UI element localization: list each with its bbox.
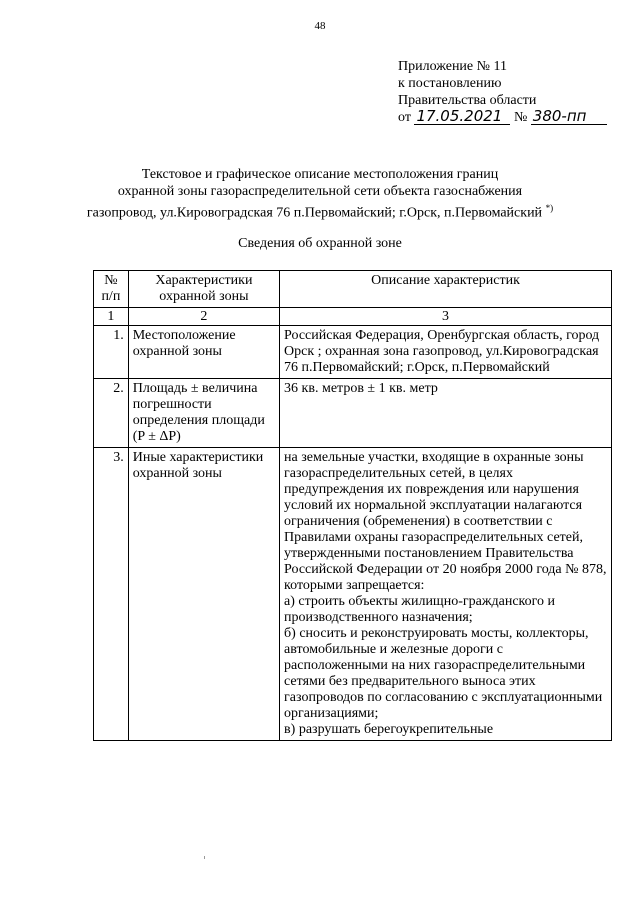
header-col-description: Описание характеристик (280, 271, 612, 308)
description-paragraph: 36 кв. метров ± 1 кв. метр (284, 381, 438, 396)
row-description (280, 379, 612, 448)
table-row (94, 448, 612, 741)
title-line-3 (60, 200, 580, 222)
handwritten-date: 17.05.2021 (414, 109, 510, 125)
row-description (280, 448, 612, 741)
row-number: 2. (94, 379, 129, 448)
title-line-2: охранной зоны газораспределительной сети объекта газоснабжения (117, 184, 523, 199)
row-characteristic: Площадь ± величина погрешности определения площади (P ± ΔP) (128, 379, 279, 448)
description-paragraph: б) сносить и реконструировать мосты, коллекторы, автомобильные и железные дороги с расположенными на них газораспределительными сетями без предварительного выноса этих газопроводов по согласованию с эксплуатационными организациями; (284, 626, 603, 721)
annex-block (398, 58, 607, 126)
header-characteristics-1: Характеристики (155, 273, 253, 288)
description-paragraph: в) разрушать берегоукрепительные (284, 722, 494, 737)
header-number-sign: № (104, 273, 118, 288)
footnote-mark: *) (545, 203, 554, 213)
annex-line-2: к постановлению (398, 76, 502, 91)
row-description (280, 326, 612, 379)
handwritten-number: 380-пп (531, 109, 607, 125)
col-number-1: 1 (94, 308, 129, 326)
header-col-characteristics (128, 271, 279, 308)
annex-line-1: Приложение № 11 (398, 59, 507, 74)
header-characteristics-2: охранной зоны (159, 289, 249, 304)
table-header-row (94, 271, 612, 308)
title-line-1: Текстовое и графическое описание местоположения границ (141, 167, 499, 182)
description-paragraph: а) строить объекты жилищно-гражданского и производственного назначения; (284, 594, 556, 625)
table-row (94, 379, 612, 448)
page-number: 48 (314, 20, 326, 32)
column-number-row (94, 308, 612, 326)
number-label: № (513, 110, 528, 125)
title-line-3-text: газопровод, ул.Кировоградская 76 п.Первомайский; г.Орск, п.Первомайский (86, 205, 543, 221)
from-label: от (398, 110, 411, 125)
header-pp: п/п (101, 289, 121, 304)
annex-line-3: Правительства области (398, 93, 537, 108)
row-characteristic: Местоположение охранной зоны (128, 326, 279, 379)
document-title (60, 166, 580, 222)
description-paragraph: Российская Федерация, Оренбургская область, город Орск ; охранная зона газопровод, ул.Кировоградская 76 п.Первомайский; г.Орск, п.Первомайский (284, 328, 600, 375)
description-paragraph: на земельные участки, входящие в охранные зоны газораспределительных сетей, в целях предупреждения их повреждения или нарушения условий их нормальной эксплуатации налагаются ограничения (обременения) в соответствии с Правилами охраны газораспределительных сетей, утвержденными постановлением Правительства Российской Федерации от 20 ноября 2000 года № 878, которыми запрещается: (284, 450, 607, 593)
col-number-3: 3 (280, 308, 612, 326)
section-subtitle: Сведения об охранной зоне (238, 236, 402, 251)
scan-mark (204, 856, 205, 859)
col-number-2: 2 (128, 308, 279, 326)
row-number: 3. (94, 448, 129, 741)
annex-date-line (398, 109, 607, 126)
table-row (94, 326, 612, 379)
row-number: 1. (94, 326, 129, 379)
header-col-number (94, 271, 129, 308)
row-characteristic: Иные характеристики охранной зоны (128, 448, 279, 741)
protection-zone-table (93, 270, 612, 741)
